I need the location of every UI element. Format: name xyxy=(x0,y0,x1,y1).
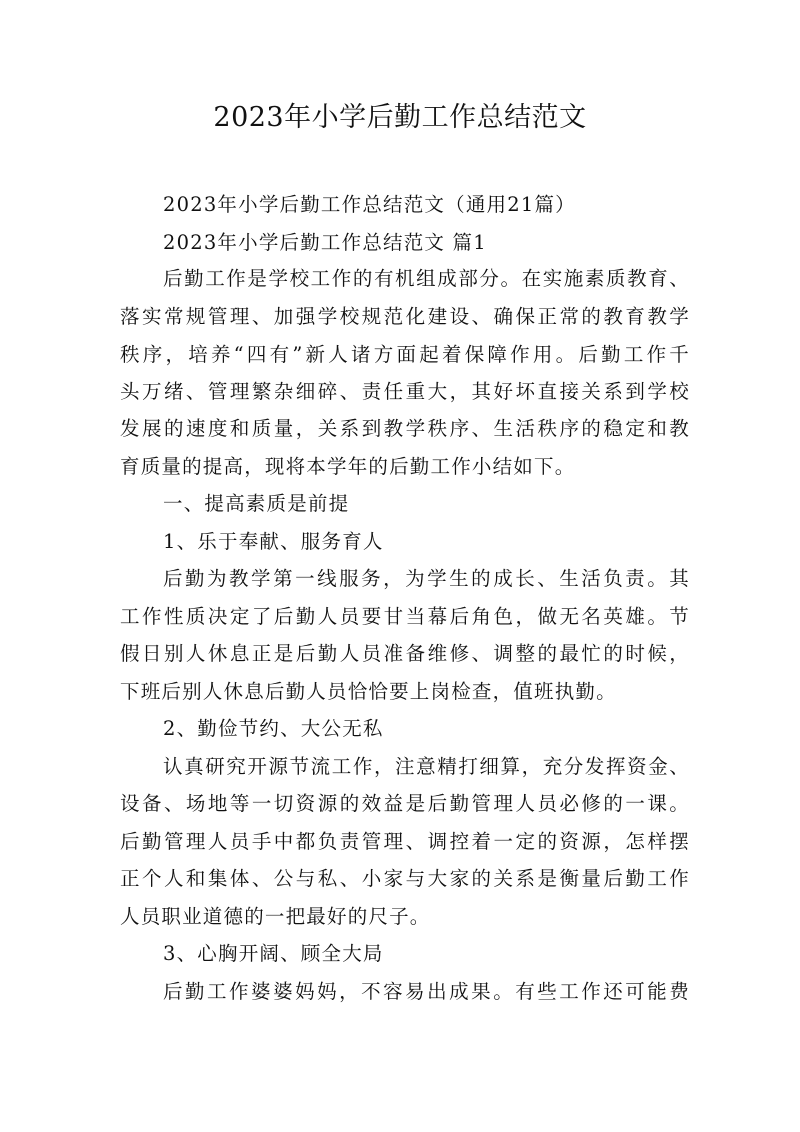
paragraph-line: 假日别人休息正是后勤人员准备维修、调整的最忙的时候， xyxy=(120,642,690,665)
paragraph-line: 后勤为教学第一线服务，为学生的成长、生活负责。其 xyxy=(163,567,690,590)
paragraph-line: 秩序，培养“四有”新人诸方面起着保障作用。后勤工作千 xyxy=(120,343,690,366)
section-heading: 一、提高素质是前提 xyxy=(163,492,350,515)
paragraph-line: 落实常规管理、加强学校规范化建设、确保正常的教育教学 xyxy=(120,305,690,328)
subtitle-line: 2023年小学后勤工作总结范文（通用21篇） xyxy=(163,193,576,216)
paragraph-line: 认真研究开源节流工作，注意精打细算，充分发挥资金、 xyxy=(163,755,690,778)
paragraph-line: 发展的速度和质量，关系到教学秩序、生活秩序的稳定和教 xyxy=(120,417,690,440)
subsection-heading: 2、勤俭节约、大公无私 xyxy=(163,717,384,740)
section-heading: 2023年小学后勤工作总结范文 篇1 xyxy=(163,231,487,254)
paragraph-line: 工作性质决定了后勤人员要甘当幕后角色，做无名英雄。节 xyxy=(120,605,690,628)
paragraph-line: 头万绪、管理繁杂细碎、责任重大，其好坏直接关系到学校 xyxy=(120,380,690,403)
paragraph-line: 下班后别人休息后勤人员恰恰要上岗检查，值班执勤。 xyxy=(120,680,617,703)
paragraph-line: 育质量的提高，现将本学年的后勤工作小结如下。 xyxy=(120,455,576,478)
paragraph-line: 后勤管理人员手中都负责管理、调控着一定的资源，怎样摆 xyxy=(120,830,690,853)
subsection-heading: 1、乐于奉献、服务育人 xyxy=(163,530,384,553)
paragraph-line: 后勤工作是学校工作的有机组成部分。在实施素质教育、 xyxy=(163,267,690,290)
paragraph-line: 后勤工作婆婆妈妈，不容易出成果。有些工作还可能费 xyxy=(163,980,690,1003)
subsection-heading: 3、心胸开阔、顾全大局 xyxy=(163,942,384,965)
paragraph-line: 正个人和集体、公与私、小家与大家的关系是衡量后勤工作 xyxy=(120,867,690,890)
document-title: 2023年小学后勤工作总结范文 xyxy=(213,102,587,133)
paragraph-line: 人员职业道德的一把最好的尺子。 xyxy=(120,905,431,928)
paragraph-line: 设备、场地等一切资源的效益是后勤管理人员必修的一课。 xyxy=(120,792,690,815)
